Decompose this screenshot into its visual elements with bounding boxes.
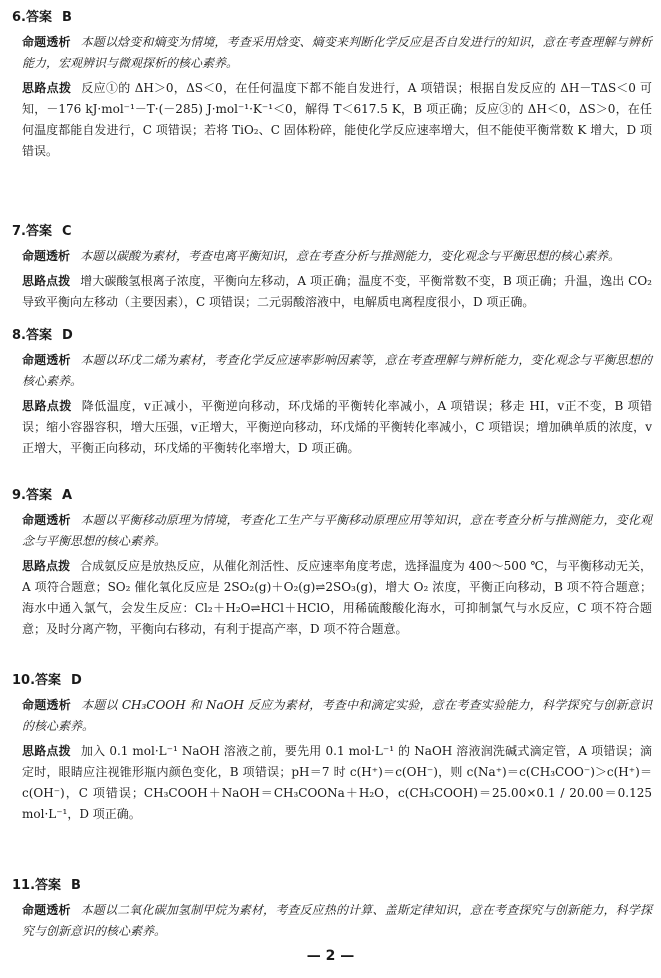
intent-label: 命题透析 <box>22 353 71 367</box>
intent-label: 命题透析 <box>22 903 71 917</box>
hint-label: 思路点拨 <box>22 274 71 288</box>
answer-value: C <box>62 224 72 239</box>
intent-label: 命题透析 <box>22 35 71 49</box>
hint-text: 加入 0.1 mol·L⁻¹ NaOH 溶液之前，要先用 0.1 mol·L⁻¹ 的 NaOH 溶液润洗碱式滴定管，A 项错误；滴定时，眼睛应注视锥形瓶内颜色变化，B 项错误；pH＝7 时 c(H⁺)＝c(OH⁻)，则 c(Na⁺)＝c(CH₃COO⁻)＞c(H⁺)＝c(OH⁻)，C 项错误；CH₃COOH＋NaOH＝CH₃COONa＋H₂O，c(CH₃COOH)＝25.00×0.1 / 20.00＝0.125 mol·L⁻¹，D 项正确。 <box>22 744 652 821</box>
intent-text: 本题以平衡移动原理为情境，考查化工生产与平衡移动原理应用等知识，意在考查分析与推测能力，变化观念与平衡思想的核心素养。 <box>22 513 652 548</box>
intent-label: 命题透析 <box>22 249 71 263</box>
answer-value: B <box>71 878 81 893</box>
intent-text: 本题以焓变和熵变为情境，考查采用焓变、熵变来判断化学反应是否自发进行的知识，意在考查理解与辨析能力，宏观辨识与微观探析的核心素养。 <box>22 35 652 70</box>
answer-value: A <box>62 488 73 503</box>
question-number: 9. <box>12 488 26 503</box>
question-number: 7. <box>12 224 26 239</box>
intent-text: 本题以 CH₃COOH 和 NaOH 反应为素材，考查中和滴定实验，意在考查实验能力，科学探究与创新意识的核心素养。 <box>22 698 652 733</box>
question-number: 6. <box>12 10 26 25</box>
hint-label: 思路点拨 <box>22 399 72 413</box>
answer-value: B <box>62 10 72 25</box>
hint-text: 增大碳酸氢根离子浓度，平衡向左移动，A 项正确；温度不变，平衡常数不变，B 项正确；升温，逸出 CO₂ 导致平衡向左移动（主要因素），C 项错误；二元弱酸溶液中，电解质电离程度很小，D 项正确。 <box>22 274 652 309</box>
intent-label: 命题透析 <box>22 513 71 527</box>
intent-text: 本题以二氧化碳加氢制甲烷为素材，考查反应热的计算、盖斯定律知识，意在考查探究与创新能力，科学探究与创新意识的核心素养。 <box>22 903 652 938</box>
question-7: 7.答案 C 命题透析 本题以碳酸为素材，考查电离平衡知识，意在考查分析与推测能力，变化观念与平衡思想的核心素养。 思路点拨 增大碳酸氢根离子浓度，平衡向左移动，A 项正确；温度不变，平衡常数不变，B 项正确；升温，逸出 CO₂ 导致平衡向左移动（主要因素），C 项错误；二元弱酸溶液中，电解质电离程度很小，D 项正确。 <box>12 224 652 309</box>
intent-label: 命题透析 <box>22 698 71 712</box>
answer-value: D <box>71 673 82 688</box>
hint-text: 合成氨反应是放热反应，从催化剂活性、反应速率角度考虑，选择温度为 400～500 ℃，与平衡移动无关，A 项符合题意；SO₂ 催化氧化反应是 2SO₂(g)＋O₂(g)⇌2SO₃(g)，增大 O₂ 浓度，平衡正向移动，B 项不符合题意；海水中通入氯气，会发生反应：Cl₂＋H₂O⇌HCl＋HClO，用稀硫酸酸化海水，可抑制氯气与水反应，C 项不符合题意；及时分离产物，平衡向右移动，有利于提高产率，D 项不符合题意。 <box>22 559 652 636</box>
question-9: 9.答案 A 命题透析 本题以平衡移动原理为情境，考查化工生产与平衡移动原理应用等知识，意在考查分析与推测能力，变化观念与平衡思想的核心素养。 思路点拨 合成氨反应是放热反应，从催化剂活性、反应速率角度考虑，选择温度为 400～500 ℃，与平衡移动无关，A 项符合题意；SO₂ 催化氧化反应是 2SO₂(g)＋O₂(g)⇌2SO₃(g)，增大 O₂ 浓度，平衡正向移动，B 项不符合题意；海水中通入氯气，会发生反应：Cl₂＋H₂O⇌HCl＋HClO，用稀硫酸酸化海水，可抑制氯气与水反应，C 项不符合题意；及时分离产物，平衡向右移动，有利于提高产率，D 项不符合题意。 <box>12 488 652 636</box>
hint-label: 思路点拨 <box>22 559 71 573</box>
question-8: 8.答案 D 命题透析 本题以环戊二烯为素材，考查化学反应速率影响因素等，意在考查理解与辨析能力，变化观念与平衡思想的核心素养。 思路点拨 降低温度，v正减小，平衡逆向移动，环戊烯的平衡转化率减小，A 项错误；移走 HI，v正不变，B 项错误；缩小容器容积，增大压强，v正增大，平衡逆向移动，环戊烯的平衡转化率减小，C 项错误；增加碘单质的浓度，v正增大，平衡正向移动，环戊烯的平衡转化率增大，D 项正确。 <box>12 328 652 455</box>
intent-text: 本题以碳酸为素材，考查电离平衡知识，意在考查分析与推测能力，变化观念与平衡思想的核心素养。 <box>80 249 621 263</box>
hint-label: 思路点拨 <box>22 81 72 95</box>
question-10: 10.答案 D 命题透析 本题以 CH₃COOH 和 NaOH 反应为素材，考查中和滴定实验，意在考查实验能力，科学探究与创新意识的核心素养。 思路点拨 加入 0.1 mol·L⁻¹ NaOH 溶液之前，要先用 0.1 mol·L⁻¹ 的 NaOH 溶液润洗碱式滴定管，A 项错误；滴定时，眼睛应注视锥形瓶内颜色变化，B 项错误；pH＝7 时 c(H⁺)＝c(OH⁻)，则 c(Na⁺)＝c(CH₃COO⁻)＞c(H⁺)＝c(OH⁻)，C 项错误；CH₃COOH＋NaOH＝CH₃COONa＋H₂O，c(CH₃COOH)＝25.00×0.1 / 20.00＝0.125 mol·L⁻¹，D 项正确。 <box>12 673 652 821</box>
question-11: 11.答案 B 命题透析 本题以二氧化碳加氢制甲烷为素材，考查反应热的计算、盖斯定律知识，意在考查探究与创新能力，科学探究与创新意识的核心素养。 <box>12 878 652 938</box>
question-number: 10. <box>12 673 36 688</box>
hint-label: 思路点拨 <box>22 744 71 758</box>
hint-text: 反应①的 ΔH＞0，ΔS＜0，在任何温度下都不能自发进行，A 项错误；根据自发反应的 ΔH－TΔS＜0 可知，－176 kJ·mol⁻¹－T·(－285) J·mol⁻¹·K⁻¹＜0，解得 T＜617.5 K，B 项正确；反应③的 ΔH＜0，ΔS＞0，在任何温度都能自发进行，C 项错误；若将 TiO₂、C 固体粉碎，能使化学反应速率增大，但不能使平衡常数 K 增大，D 项错误。 <box>22 81 652 158</box>
question-number: 8. <box>12 328 26 343</box>
question-6: 6.答案 B 命题透析 本题以焓变和熵变为情境，考查采用焓变、熵变来判断化学反应是否自发进行的知识，意在考查理解与辨析能力，宏观辨识与微观探析的核心素养。 思路点拨 反应①的 ΔH＞0，ΔS＜0，在任何温度下都不能自发进行，A 项错误；根据自发反应的 ΔH－TΔS＜0 可知，－176 kJ·mol⁻¹－T·(－285) J·mol⁻¹·K⁻¹＜0，解得 T＜617.5 K，B 项正确；反应③的 ΔH＜0，ΔS＞0，在任何温度都能自发进行，C 项错误；若将 TiO₂、C 固体粉碎，能使化学反应速率增大，但不能使平衡常数 K 增大，D 项错误。 <box>12 10 652 158</box>
page-number: — 2 — <box>306 948 355 964</box>
question-number: 11. <box>12 878 36 893</box>
answer-value: D <box>62 328 73 343</box>
hint-text: 降低温度，v正减小，平衡逆向移动，环戊烯的平衡转化率减小，A 项错误；移走 HI，v正不变，B 项错误；缩小容器容积，增大压强，v正增大，平衡逆向移动，环戊烯的平衡转化率减小，C 项错误；增加碘单质的浓度，v正增大，平衡正向移动，环戊烯的平衡转化率增大，D 项正确。 <box>22 399 652 455</box>
intent-text: 本题以环戊二烯为素材，考查化学反应速率影响因素等，意在考查理解与辨析能力，变化观念与平衡思想的核心素养。 <box>22 353 652 388</box>
